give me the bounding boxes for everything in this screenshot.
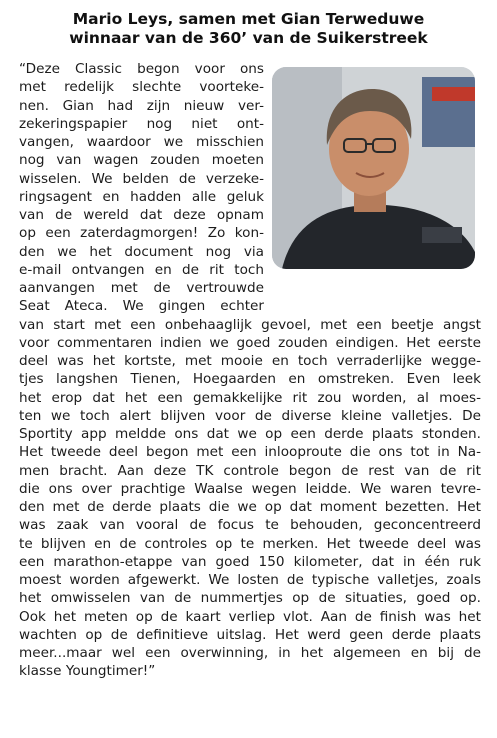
- body-line: van de wereld dat deze opnam: [19, 207, 264, 223]
- body-line: deel was het kortste, met mooie en toch verraderlijke wegge-: [19, 353, 481, 369]
- body-line: vangen, waardoor we misschien: [19, 134, 264, 150]
- body-line: klasse Youngtimer!”: [19, 663, 156, 680]
- body-line: den met de derde plaats die we op dat moment bezetten. Het: [19, 499, 481, 515]
- title-line-1: Mario Leys, samen met Gian Terweduwe: [72, 10, 425, 28]
- body-line: op een zaterdagmorgen! Zo kon-: [19, 225, 264, 242]
- body-line: Het tweede deel begon met een inlooproute die ons tot in Na-: [19, 444, 481, 461]
- article-title: [0, 10, 497, 48]
- body-line: Ook het meten op de kaart verliep vlot. Aan de finish was het: [19, 608, 481, 625]
- body-line: een marathon-etappe van goed 150 kilometer, dat in één ruk: [19, 553, 481, 570]
- body-line: het erop dat het een gemakkelijke rit zou worden, al moes-: [19, 389, 481, 406]
- body-line: nen. Gian had zijn nieuw ver-: [19, 97, 264, 114]
- body-line: “Deze Classic begon voor ons: [19, 61, 264, 77]
- body-line: meer...maar wel een overwinning, in het algemeen en bij de: [19, 645, 481, 661]
- body-line: Sportity app meldde ons dat we op een derde plaats stonden.: [19, 426, 481, 442]
- body-line: tjes langshen Tienen, Hoegaarden en omstreken. Even leek: [19, 371, 481, 388]
- body-line: zekeringspapier nog niet ont-: [19, 115, 264, 132]
- body-line: die ons over prachtige Waalse wegen leidde. We waren tevre-: [19, 480, 481, 497]
- body-line: was zaak van vooral de focus te behouden, geconcentreerd: [19, 517, 481, 534]
- title-line-2: winnaar van de 360’ van de Suikerstreek: [69, 29, 428, 47]
- body-line: van start met een onbehaaglijk gevoel, met een beetje angst: [19, 316, 481, 333]
- article-body: [19, 60, 481, 681]
- body-line: voor commentaren indien we goed zouden eindigen. Het eerste: [19, 334, 481, 351]
- body-line: den we het document nog via: [19, 243, 264, 260]
- body-line: het omwisselen van de nummertjes op de situaties, goed op.: [19, 590, 481, 607]
- body-line: aanvangen met de vertrouwde: [19, 280, 264, 296]
- body-line: Seat Ateca. We gingen echter: [19, 298, 264, 315]
- body-line: ringsagent en hadden alle geluk: [19, 188, 264, 205]
- body-line: moest worden afgewerkt. We losten de typische valletjes, zoals: [19, 572, 481, 588]
- body-line: wisselen. We belden de verzeke-: [19, 170, 264, 187]
- body-line: met redelijk slechte voorteke-: [19, 79, 264, 96]
- body-line: te blijven en de controles op te merken. Het tweede deel was: [19, 535, 481, 552]
- body-line: e-mail ontvangen en de rit toch: [19, 261, 264, 278]
- body-line: nog van wagen zouden moeten: [19, 152, 264, 169]
- body-line: ten we toch alert blijven voor de diverse kleine valletjes. De: [19, 407, 481, 424]
- body-line: men bracht. Aan deze TK controle begon de rest van de rit: [19, 462, 481, 479]
- body-line: wachten op de definitieve uitslag. Het werd geen derde plaats: [19, 626, 481, 643]
